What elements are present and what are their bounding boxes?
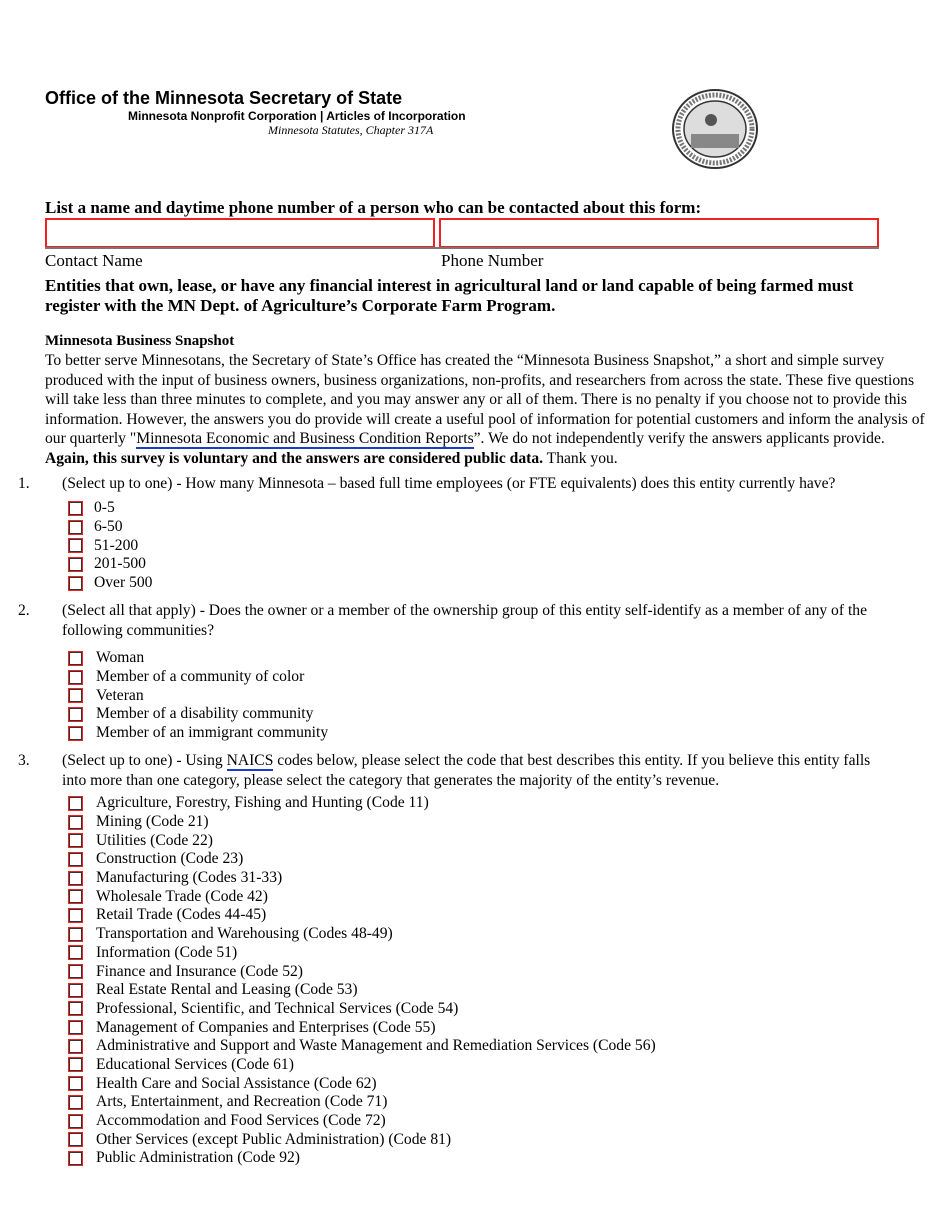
snapshot-text: ”. We do not independently verify the answers applicants provide. bbox=[473, 430, 885, 448]
option-label: Accommodation and Food Services (Code 72) bbox=[96, 1112, 386, 1130]
phone-number-input[interactable] bbox=[439, 218, 879, 248]
checkbox[interactable] bbox=[69, 872, 82, 885]
option-row[interactable] bbox=[69, 981, 656, 1000]
question-number: 1. bbox=[18, 475, 30, 492]
option-label: Real Estate Rental and Leasing (Code 53) bbox=[96, 981, 358, 999]
checkbox[interactable] bbox=[69, 834, 82, 847]
checkbox[interactable] bbox=[69, 853, 82, 866]
contact-name-input[interactable] bbox=[45, 218, 435, 248]
option-label: 201-500 bbox=[94, 555, 146, 573]
checkbox[interactable] bbox=[69, 577, 82, 590]
option-row[interactable] bbox=[69, 1000, 656, 1019]
option-row[interactable] bbox=[69, 536, 152, 555]
option-row[interactable] bbox=[69, 1149, 656, 1168]
option-label: Information (Code 51) bbox=[96, 943, 238, 961]
thanks-text: Thank you. bbox=[543, 449, 618, 467]
option-label: Utilities (Code 22) bbox=[96, 831, 213, 849]
business-condition-reports-link[interactable]: Minnesota Economic and Business Condition Reports bbox=[136, 430, 474, 448]
question-text-part: codes below, please select the code that best describes this entity. If you believe this entity falls into more than one category, please select the category that generates the majority of the entity’s revenue. bbox=[62, 752, 871, 789]
farm-notice: Entities that own, lease, or have any financial interest in agricultural land or land capable of being farmed must register with the MN Dept. of Agriculture’s Corporate Farm Program. bbox=[45, 276, 854, 315]
snapshot-text: To better serve Minnesotans, the Secretary of State’s Office has created the “Minnesota Business Snapshot,” a short and simple survey produced with the input of business owners, business organizations, non-profits, and researchers from across the state. These five questions will take less than three minutes to complete, and you may answer any or all of them. There is no penalty if you choose not to provide this information. However, the answers you do provide will create a useful pool of information for potential customers and inform the analysis of our quarterly " bbox=[45, 352, 925, 448]
option-label: 0-5 bbox=[94, 499, 115, 517]
option-label: Transportation and Warehousing (Codes 48-49) bbox=[96, 925, 393, 943]
checkbox[interactable] bbox=[69, 558, 82, 571]
option-row[interactable] bbox=[69, 574, 152, 593]
option-label: Agriculture, Forestry, Fishing and Hunting (Code 11) bbox=[96, 794, 429, 812]
option-label: Member of a disability community bbox=[96, 705, 314, 723]
checkbox[interactable] bbox=[69, 1002, 82, 1015]
question-2 bbox=[18, 601, 888, 640]
option-label: Over 500 bbox=[94, 574, 153, 592]
checkbox[interactable] bbox=[69, 1133, 82, 1146]
option-row[interactable] bbox=[69, 1112, 656, 1131]
office-title: Office of the Minnesota Secretary of State bbox=[45, 88, 403, 108]
question-text bbox=[62, 751, 888, 790]
option-row[interactable] bbox=[69, 813, 656, 832]
form-subtitle: Minnesota Nonprofit Corporation | Articles of Incorporation bbox=[128, 109, 466, 123]
checkbox[interactable] bbox=[69, 928, 82, 941]
option-row[interactable] bbox=[69, 906, 656, 925]
checkbox[interactable] bbox=[69, 502, 82, 515]
option-label: 51-200 bbox=[94, 536, 139, 554]
q3-options bbox=[69, 794, 656, 1168]
option-row[interactable] bbox=[69, 944, 656, 963]
checkbox[interactable] bbox=[69, 1115, 82, 1128]
option-label: Public Administration (Code 92) bbox=[96, 1149, 301, 1167]
option-label: 6-50 bbox=[94, 518, 123, 536]
question-text-part: (Select up to one) - Using bbox=[62, 752, 227, 769]
question-1 bbox=[18, 474, 888, 494]
option-row[interactable] bbox=[69, 1093, 656, 1112]
q1-options bbox=[69, 499, 152, 592]
option-label: Arts, Entertainment, and Recreation (Code 71) bbox=[96, 1093, 388, 1111]
option-label: Member of an immigrant community bbox=[96, 724, 329, 742]
checkbox[interactable] bbox=[69, 797, 82, 810]
option-label: Woman bbox=[96, 649, 145, 667]
option-row[interactable] bbox=[69, 925, 656, 944]
contact-heading: List a name and daytime phone number of a person who can be contacted about this form: bbox=[45, 198, 702, 217]
option-row[interactable] bbox=[69, 1130, 656, 1149]
option-row[interactable] bbox=[69, 555, 152, 574]
option-label: Retail Trade (Codes 44-45) bbox=[96, 906, 267, 924]
option-row[interactable] bbox=[69, 831, 656, 850]
option-row[interactable] bbox=[69, 887, 656, 906]
option-row[interactable] bbox=[69, 518, 152, 537]
question-number: 2. bbox=[18, 602, 30, 619]
option-label: Management of Companies and Enterprises (Code 55) bbox=[96, 1018, 436, 1036]
voluntary-notice: Again, this survey is voluntary and the answers are considered public data. bbox=[45, 449, 544, 467]
option-label: Mining (Code 21) bbox=[96, 813, 209, 831]
statute-reference: Minnesota Statutes, Chapter 317A bbox=[268, 123, 434, 137]
checkbox[interactable] bbox=[69, 946, 82, 959]
checkbox[interactable] bbox=[69, 1021, 82, 1034]
option-row[interactable] bbox=[69, 705, 328, 724]
checkbox[interactable] bbox=[69, 1040, 82, 1053]
checkbox[interactable] bbox=[69, 965, 82, 978]
option-row[interactable] bbox=[69, 1018, 656, 1037]
checkbox[interactable] bbox=[69, 984, 82, 997]
question-3 bbox=[18, 751, 888, 790]
checkbox[interactable] bbox=[69, 816, 82, 829]
option-label: Professional, Scientific, and Technical Services (Code 54) bbox=[96, 999, 459, 1017]
naics-link[interactable]: NAICS bbox=[226, 752, 274, 769]
option-label: Manufacturing (Codes 31-33) bbox=[96, 869, 283, 887]
option-row[interactable] bbox=[69, 962, 656, 981]
option-label: Other Services (except Public Administration) (Code 81) bbox=[96, 1130, 452, 1148]
checkbox[interactable] bbox=[69, 1096, 82, 1109]
option-row[interactable] bbox=[69, 499, 152, 518]
snapshot-paragraph bbox=[45, 351, 925, 469]
option-row[interactable] bbox=[69, 649, 328, 668]
checkbox[interactable] bbox=[69, 1152, 82, 1165]
question-text: (Select all that apply) - Does the owner or a member of the ownership group of this entity self-identify as a member of any of the following communities? bbox=[62, 602, 867, 639]
checkbox[interactable] bbox=[69, 727, 82, 740]
option-row[interactable] bbox=[69, 1056, 656, 1075]
checkbox[interactable] bbox=[69, 671, 82, 684]
checkbox[interactable] bbox=[69, 652, 82, 665]
option-label: Health Care and Social Assistance (Code 62) bbox=[96, 1074, 377, 1092]
option-label: Finance and Insurance (Code 52) bbox=[96, 962, 303, 980]
checkbox[interactable] bbox=[69, 1058, 82, 1071]
option-row[interactable] bbox=[69, 1074, 656, 1093]
checkbox[interactable] bbox=[69, 909, 82, 922]
question-number: 3. bbox=[18, 752, 30, 769]
option-row[interactable] bbox=[69, 724, 328, 743]
option-row[interactable] bbox=[69, 869, 656, 888]
checkbox[interactable] bbox=[69, 1077, 82, 1090]
option-row[interactable] bbox=[69, 794, 656, 813]
divider bbox=[45, 247, 879, 249]
option-label: Wholesale Trade (Code 42) bbox=[96, 887, 268, 905]
state-seal-icon bbox=[671, 88, 759, 170]
checkbox[interactable] bbox=[69, 689, 82, 702]
checkbox[interactable] bbox=[69, 708, 82, 721]
option-label: Member of a community of color bbox=[96, 668, 305, 686]
checkbox[interactable] bbox=[69, 521, 82, 534]
option-row[interactable] bbox=[69, 850, 656, 869]
option-label: Administrative and Support and Waste Management and Remediation Services (Code 56) bbox=[96, 1037, 656, 1055]
question-text: (Select up to one) - How many Minnesota – based full time employees (or FTE equivalents) does this entity currently have? bbox=[62, 475, 836, 492]
checkbox[interactable] bbox=[69, 890, 82, 903]
contact-name-label: Contact Name bbox=[45, 251, 143, 270]
option-label: Veteran bbox=[96, 686, 144, 704]
checkbox[interactable] bbox=[69, 539, 82, 552]
option-row[interactable] bbox=[69, 1037, 656, 1056]
q2-options bbox=[69, 649, 328, 742]
phone-number-label: Phone Number bbox=[441, 251, 544, 270]
snapshot-heading: Minnesota Business Snapshot bbox=[45, 333, 235, 349]
option-label: Educational Services (Code 61) bbox=[96, 1055, 294, 1073]
option-row[interactable] bbox=[69, 686, 328, 705]
option-row[interactable] bbox=[69, 668, 328, 687]
option-label: Construction (Code 23) bbox=[96, 850, 244, 868]
